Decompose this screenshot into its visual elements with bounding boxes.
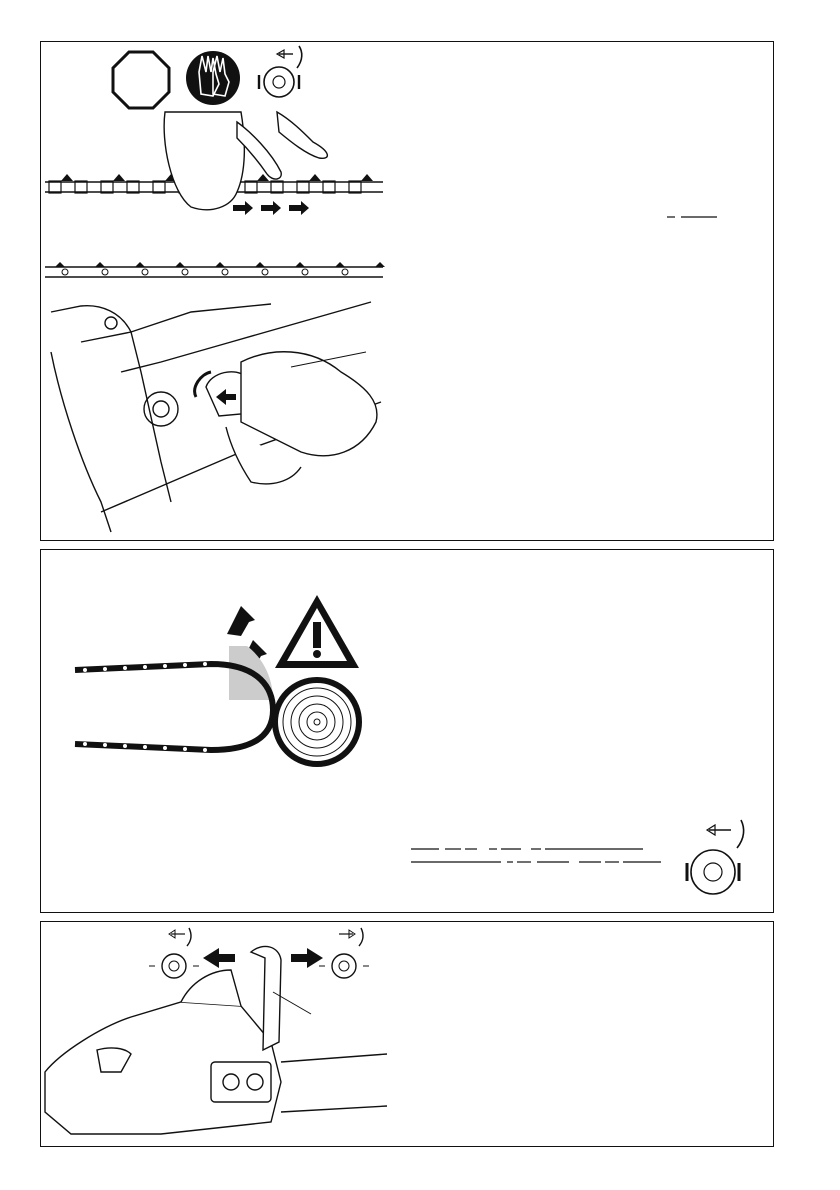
- warning-triangle-icon: [275, 595, 359, 668]
- arrow-right: [291, 948, 323, 968]
- log-cross-section: [275, 680, 359, 764]
- chain-brake-released-icon: [259, 46, 302, 97]
- panel-chain-brake-handle: [40, 921, 774, 1147]
- panel-kickback-warning: [40, 549, 774, 913]
- gloved-hand-illustration: [164, 112, 327, 210]
- panel-chain-tension: [40, 41, 774, 541]
- panel2-illustration: [41, 550, 775, 914]
- gloves-icon: [186, 51, 240, 105]
- saw-chain-strip-lower: [45, 262, 385, 277]
- pull-direction-arrows: [233, 201, 309, 215]
- tension-knob-hand: [206, 352, 377, 484]
- chain-brake-released-icon: [687, 820, 744, 894]
- panel1-illustration: [41, 42, 775, 542]
- panel3-illustration: [41, 922, 775, 1148]
- chain-brake-released-icon: [149, 928, 199, 978]
- guide-bar: [281, 1054, 387, 1112]
- redacted-text-marks: [411, 849, 661, 862]
- chainsaw-body: [45, 946, 281, 1134]
- stop-octagon-icon: [113, 52, 169, 108]
- chain-brake-engaged-icon: [319, 928, 369, 978]
- arrow-left: [203, 948, 235, 968]
